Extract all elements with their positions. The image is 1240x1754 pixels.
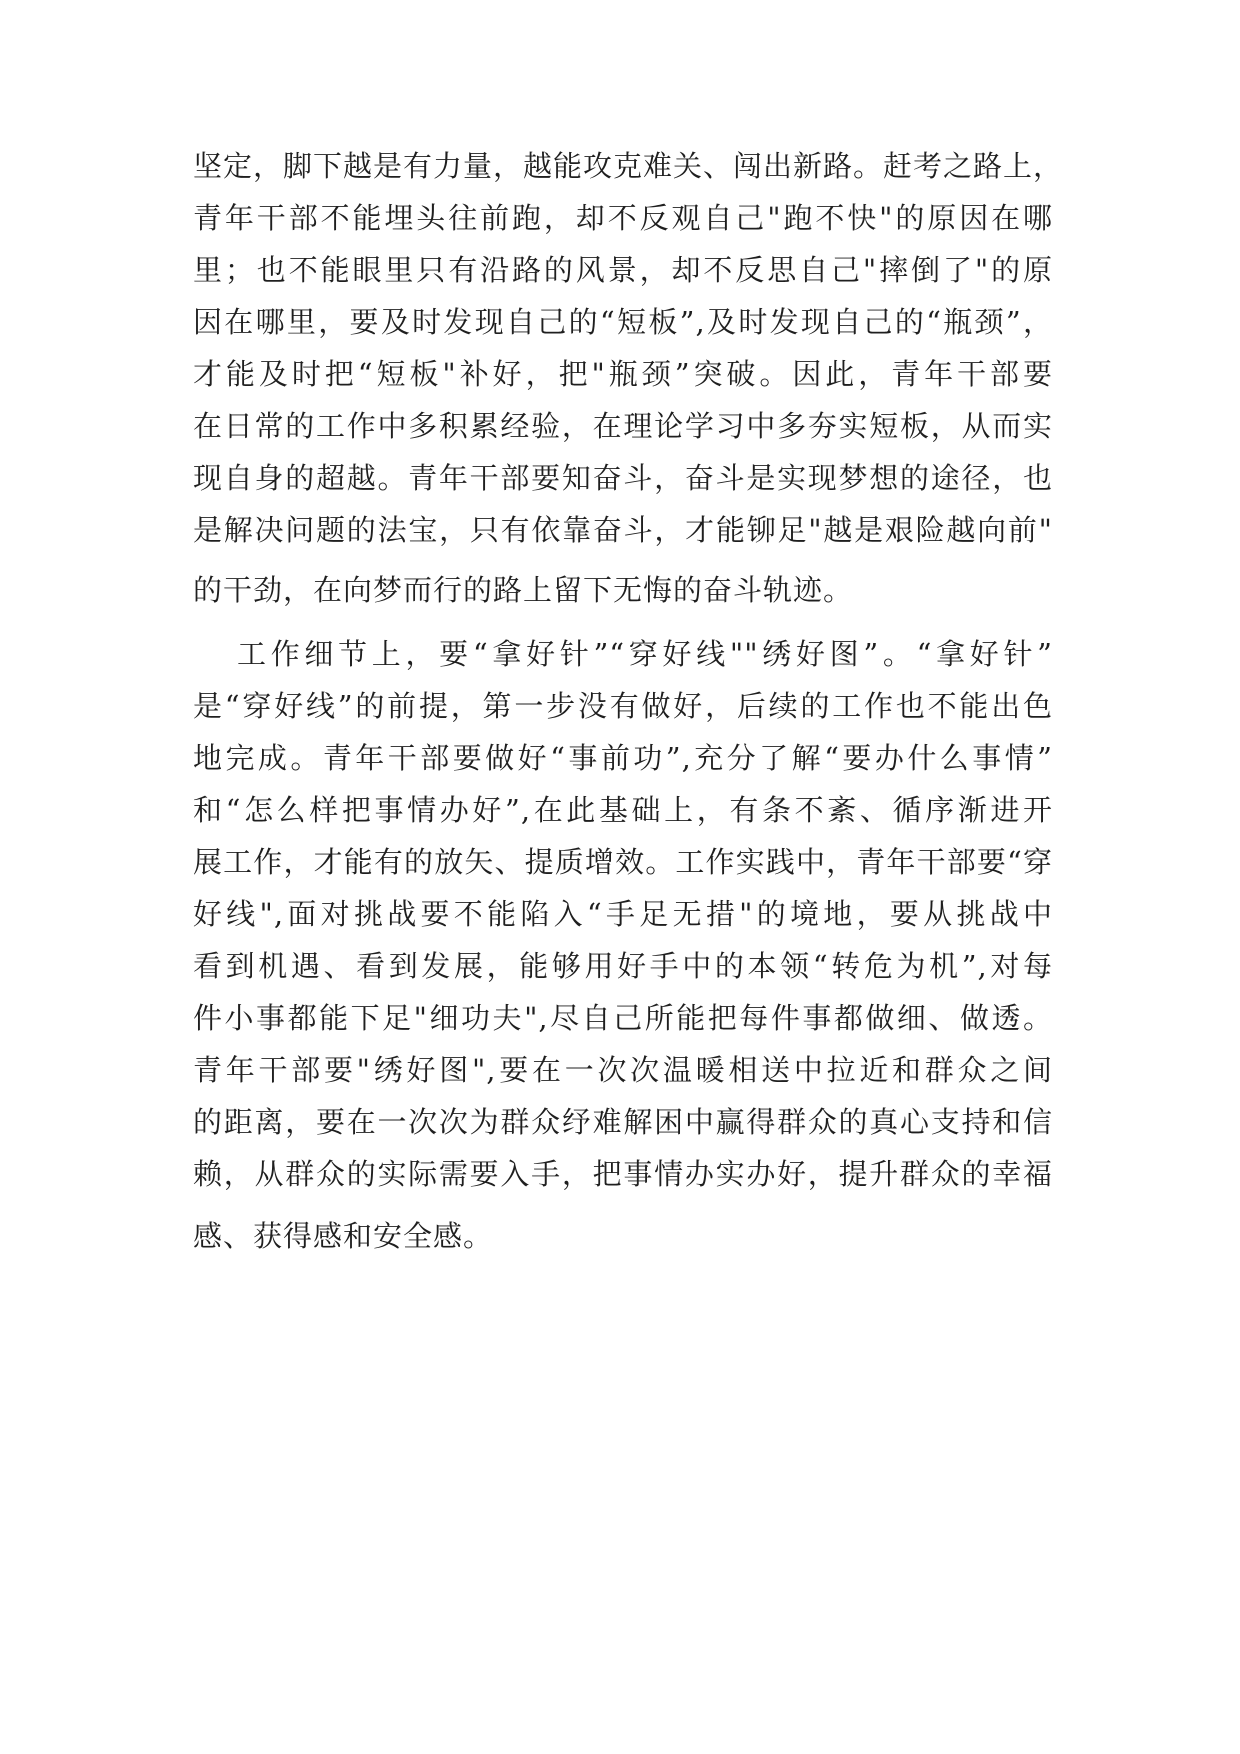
text-line: 赖，从群众的实际需要入手，把事情办实办好，提升群众的幸福 xyxy=(193,1157,1053,1191)
text-line: 是解决问题的法宝，只有依靠奋斗，才能铆足"越是艰险越向前" xyxy=(193,513,1053,547)
text-line: 青年干部要"绣好图",要在一次次温暖相送中拉近和群众之间 xyxy=(193,1053,1053,1087)
text-line: 现自身的超越。青年干部要知奋斗，奋斗是实现梦想的途径，也 xyxy=(193,461,1053,495)
text-line: 的干劲，在向梦而行的路上留下无悔的奋斗轨迹。 xyxy=(193,573,854,607)
text-line: 因在哪里，要及时发现自己的“短板”,及时发现自己的“瓶颈”， xyxy=(193,305,1053,339)
text-line: 在日常的工作中多积累经验，在理论学习中多夯实短板，从而实 xyxy=(193,409,1053,443)
text-line: 看到机遇、看到发展，能够用好手中的本领“转危为机”,对每 xyxy=(193,949,1053,983)
text-line: 好线",面对挑战要不能陷入“手足无措"的境地，要从挑战中 xyxy=(193,897,1053,931)
text-line: 的距离，要在一次次为群众纾难解困中赢得群众的真心支持和信 xyxy=(193,1105,1053,1139)
text-line: 地完成。青年干部要做好“事前功”,充分了解“要办什么事情” xyxy=(193,741,1053,775)
text-line: 是“穿好线”的前提，第一步没有做好，后续的工作也不能出色 xyxy=(193,689,1053,723)
text-line: 才能及时把“短板"补好，把"瓶颈”突破。因此，青年干部要 xyxy=(193,357,1053,391)
text-line: 展工作，才能有的放矢、提质增效。工作实践中，青年干部要“穿 xyxy=(193,845,1053,879)
text-line: 工作细节上，要“拿好针”“穿好线""绣好图”。“拿好针” xyxy=(237,637,1053,671)
text-line: 里；也不能眼里只有沿路的风景，却不反思自己"摔倒了"的原 xyxy=(193,253,1053,287)
text-line: 和“怎么样把事情办好”,在此基础上，有条不紊、循序渐进开 xyxy=(193,793,1053,827)
text-line: 件小事都能下足"细功夫",尽自己所能把每件事都做细、做透。 xyxy=(193,1001,1053,1035)
text-line: 感、获得感和安全感。 xyxy=(193,1219,494,1253)
text-line: 坚定，脚下越是有力量，越能攻克难关、闯出新路。赶考之路上， xyxy=(193,149,1064,183)
text-line: 青年干部不能埋头往前跑，却不反观自己"跑不快"的原因在哪 xyxy=(193,201,1053,235)
